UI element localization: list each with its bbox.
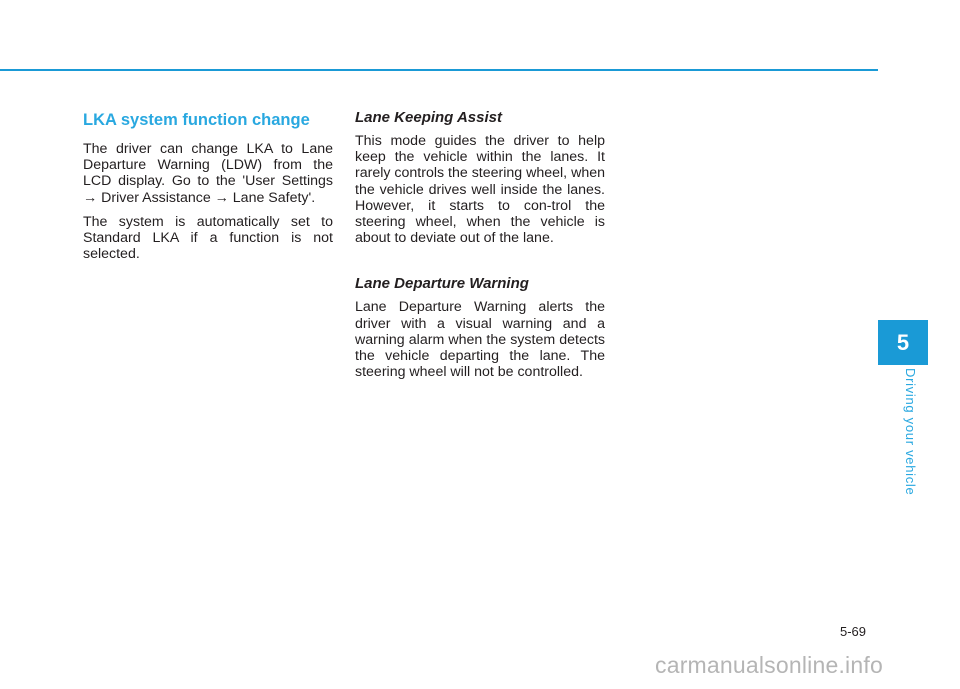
lka-title: Lane Keeping Assist <box>355 109 502 126</box>
ldw-title: Lane Departure Warning <box>355 275 529 293</box>
paragraph: The driver can change LKA to Lane Departure Warning (LDW) from the LCD display. Go to the 'User Settings → Driver Assistance → Lane Safety'. <box>83 141 333 206</box>
page-number: 5-69 <box>840 624 867 639</box>
middle-column <box>355 108 605 388</box>
chapter-tab: 5 <box>878 320 928 365</box>
header-rule <box>0 69 878 71</box>
paragraph: The system is automatically set to Standard LKA if a function is not selected. <box>83 213 333 263</box>
ldw-description: Lane Departure Warning alerts the driver with a visual warning and a warning alarm when the system detects the vehicle departing the lane. The steering wheel will not be controlled. <box>355 299 605 381</box>
left-column <box>83 108 333 270</box>
watermark: carmanualsonline.info <box>655 652 883 678</box>
lka-description: This mode guides the driver to help keep the vehicle within the lanes. It rarely controls the steering wheel, when the vehicle drives well inside the lanes. However, it starts to con-trol the steering wheel, when the vehicle is about to deviate out of the lane. <box>355 133 605 247</box>
section-title: LKA system function change <box>83 111 310 129</box>
chapter-title: Driving your vehicle <box>903 368 918 496</box>
